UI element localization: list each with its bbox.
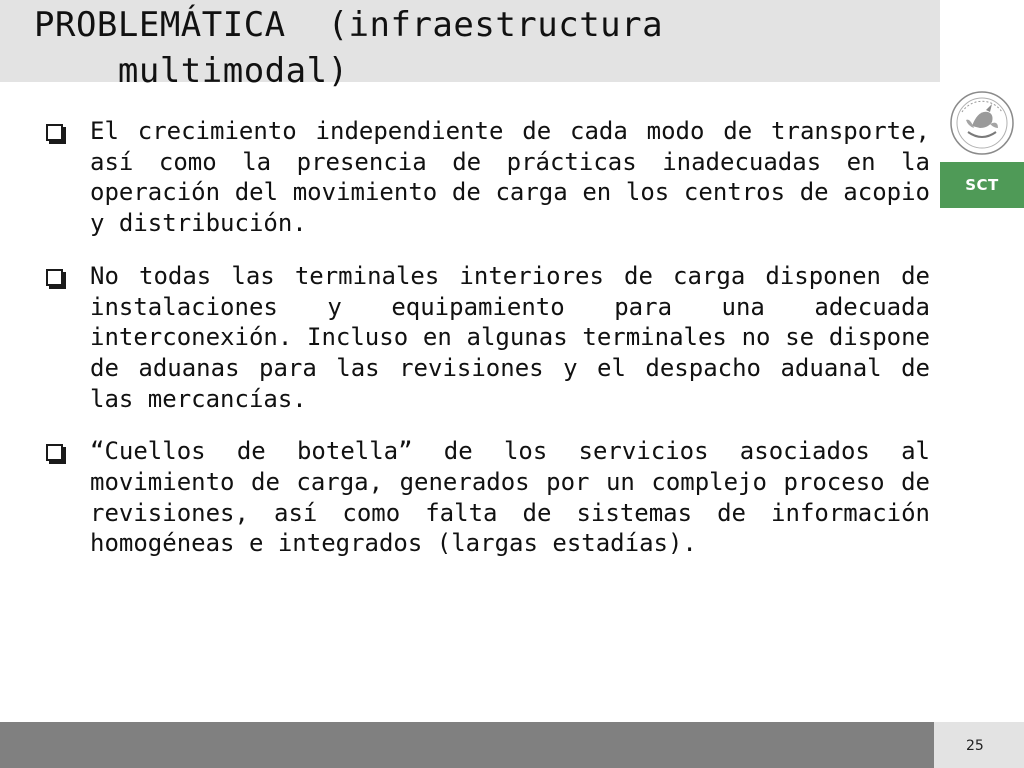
checkbox-bullet-icon [46, 444, 63, 461]
bullet-text: El crecimiento independiente de cada modo de transporte, así como la presencia de prácticas inadecuadas en la operación del movimiento de carga en los centros de acopio y distribución. [90, 117, 930, 238]
footer-bar [0, 722, 934, 768]
sct-logo [940, 162, 1024, 208]
sct-logo-text: SCT [965, 176, 999, 194]
bullet-item [46, 261, 930, 415]
checkbox-bullet-icon [46, 124, 63, 141]
slide-title: PROBLEMÁTICA (infraestructura multimodal) [34, 5, 664, 91]
bullet-text: No todas las terminales interiores de carga disponen de instalaciones y equipamiento para una adecuada interconexión. Incluso en algunas terminales no se dispone de aduanas para las revisiones y el despacho aduanal de las mercancías. [90, 261, 930, 413]
mexican-eagle-seal-icon [948, 88, 1016, 158]
page-number: 25 [966, 738, 984, 754]
bullet-item [46, 436, 930, 559]
bullet-text: “Cuellos de botella” de los servicios asociados al movimiento de carga, generados por un complejo proceso de revisiones, así como falta de sistemas de información homogéneas e integrados (largas estadías). [90, 437, 930, 558]
bullet-item [46, 116, 930, 239]
checkbox-bullet-icon [46, 269, 63, 286]
bullet-list [46, 116, 930, 581]
